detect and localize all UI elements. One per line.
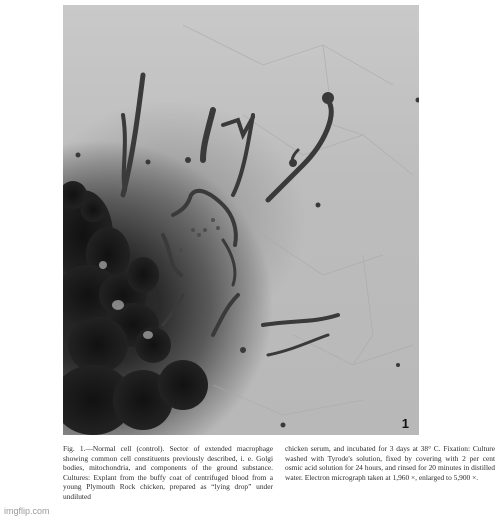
micrograph-image [63,5,419,435]
caption-right-column: chicken serum, and incubated for 3 days at 38° C. Fixation: Culture washed with Tyrode's solution, fixed by covering with 2 per cent osmic acid solution for 24 hours, and rinsed for 20 minutes in distilled water. Electron micrograph taken at 1,960 ×, enlarged to 5,900 ×. [285,444,495,482]
caption-left-column: Fig. 1.—Normal cell (control). Sector of extended macrophage showing common cell constituents previously described, i. e. Golgi bodies, mitochondria, and components of the ground substance. Cultures: Explant from the buffy coat of centrifuged blood from a young Plymouth Rock chicken, prepared as “lying drop” under undiluted [63,444,273,501]
watermark: imgflip.com [4,506,50,516]
electron-micrograph [63,5,419,435]
plate-number: 1 [401,416,409,431]
figure-caption [63,444,495,502]
